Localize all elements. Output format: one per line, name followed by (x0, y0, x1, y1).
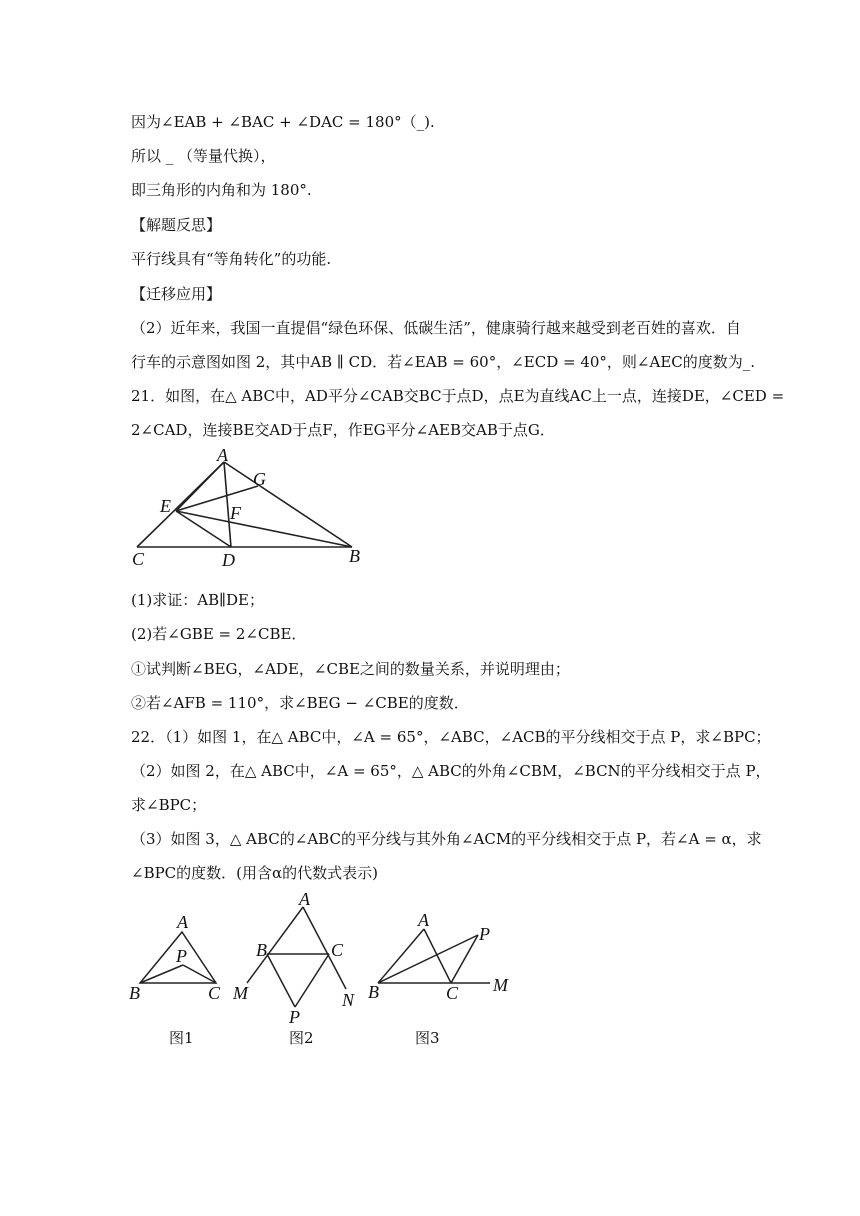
fig3-label-A: A (418, 910, 429, 930)
fig21-label-D: D (222, 550, 235, 570)
fig2-label-M: M (233, 983, 248, 1003)
fig1-label-C: C (208, 983, 221, 1003)
figure-2-caption: 图2 (289, 1029, 314, 1047)
problem-22-line-4: （3）如图 3，△ ABC的∠ABC的平分线与其外角∠ACM的平分线相交于点 P，若∠A = α，求 (131, 830, 762, 848)
fig3-label-C: C (446, 983, 459, 1003)
problem-21-line-1: 21．如图，在△ ABC中，AD平分∠CAB交BC于点D，点E为直线AC上一点，连接DE，∠CED = (131, 387, 785, 405)
section-heading-application: 【迁移应用】 (131, 285, 222, 303)
section-heading-reflection: 【解题反思】 (131, 216, 222, 234)
fig2-label-A: A (299, 889, 310, 909)
problem-21-part-2-sub-1: ①试判断∠BEG，∠ADE，∠CBE之间的数量关系，并说明理由； (131, 660, 570, 678)
fig3-label-P: P (479, 924, 490, 944)
fig3-label-B: B (368, 982, 379, 1002)
figure-1-caption: 图1 (169, 1029, 194, 1047)
fig1-label-B: B (129, 983, 140, 1003)
text-line-3: 即三角形的内角和为 180°. (131, 181, 312, 199)
problem-22-line-3: 求∠BPC； (131, 796, 207, 814)
problem-22-line-5: ∠BPC的度数．(用含α的代数式表示) (131, 864, 378, 882)
problem-21-part-2-sub-2: ②若∠AFB = 110°，求∠BEG − ∠CBE的度数． (131, 694, 469, 712)
problem-22-line-2: （2）如图 2，在△ ABC中，∠A = 65°，△ ABC的外角∠CBM，∠BCN的平分线相交于点 P， (131, 762, 771, 780)
figure-3-caption: 图3 (415, 1029, 440, 1047)
fig21-label-A: A (217, 445, 228, 465)
text-line-2: 所以 _ （等量代换）， (131, 147, 276, 165)
fig21-label-F: F (230, 503, 241, 523)
text-line-5: 平行线具有“等角转化”的功能. (131, 250, 332, 268)
fig2-label-N: N (342, 990, 355, 1010)
problem-21-part-2: (2)若∠GBE = 2∠CBE． (131, 625, 307, 643)
fig21-label-G: G (253, 469, 266, 489)
fig21-label-C: C (132, 549, 145, 569)
text-line-7: （2）近年来，我国一直提倡“绿色环保、低碳生活”，健康骑行越来越受到老百姓的喜欢．自 (131, 319, 741, 337)
fig2-label-B: B (256, 940, 267, 960)
fig21-label-E: E (160, 496, 171, 516)
fig1-label-A: A (177, 912, 188, 932)
fig2-label-P: P (289, 1007, 300, 1027)
problem-21-line-2: 2∠CAD，连接BE交AD于点F，作EG平分∠AEB交AB于点G． (131, 421, 555, 439)
fig1-label-P: P (176, 946, 187, 966)
problem-22-line-1: 22．（1）如图 1，在△ ABC中，∠A = 65°，∠ABC，∠ACB的平分线相交于点 P，求∠BPC； (131, 728, 771, 746)
text-line-8: 行车的示意图如图 2，其中AB ∥ CD．若∠EAB = 60°，∠ECD = 40°，则∠AEC的度数为_. (131, 353, 756, 371)
fig21-label-B: B (349, 546, 360, 566)
problem-21-part-1: (1)求证：AB∥DE； (131, 591, 265, 609)
fig2-label-C: C (331, 940, 344, 960)
fig3-label-M: M (493, 975, 508, 995)
text-line-1: 因为∠EAB + ∠BAC + ∠DAC = 180°（_). (131, 113, 435, 131)
